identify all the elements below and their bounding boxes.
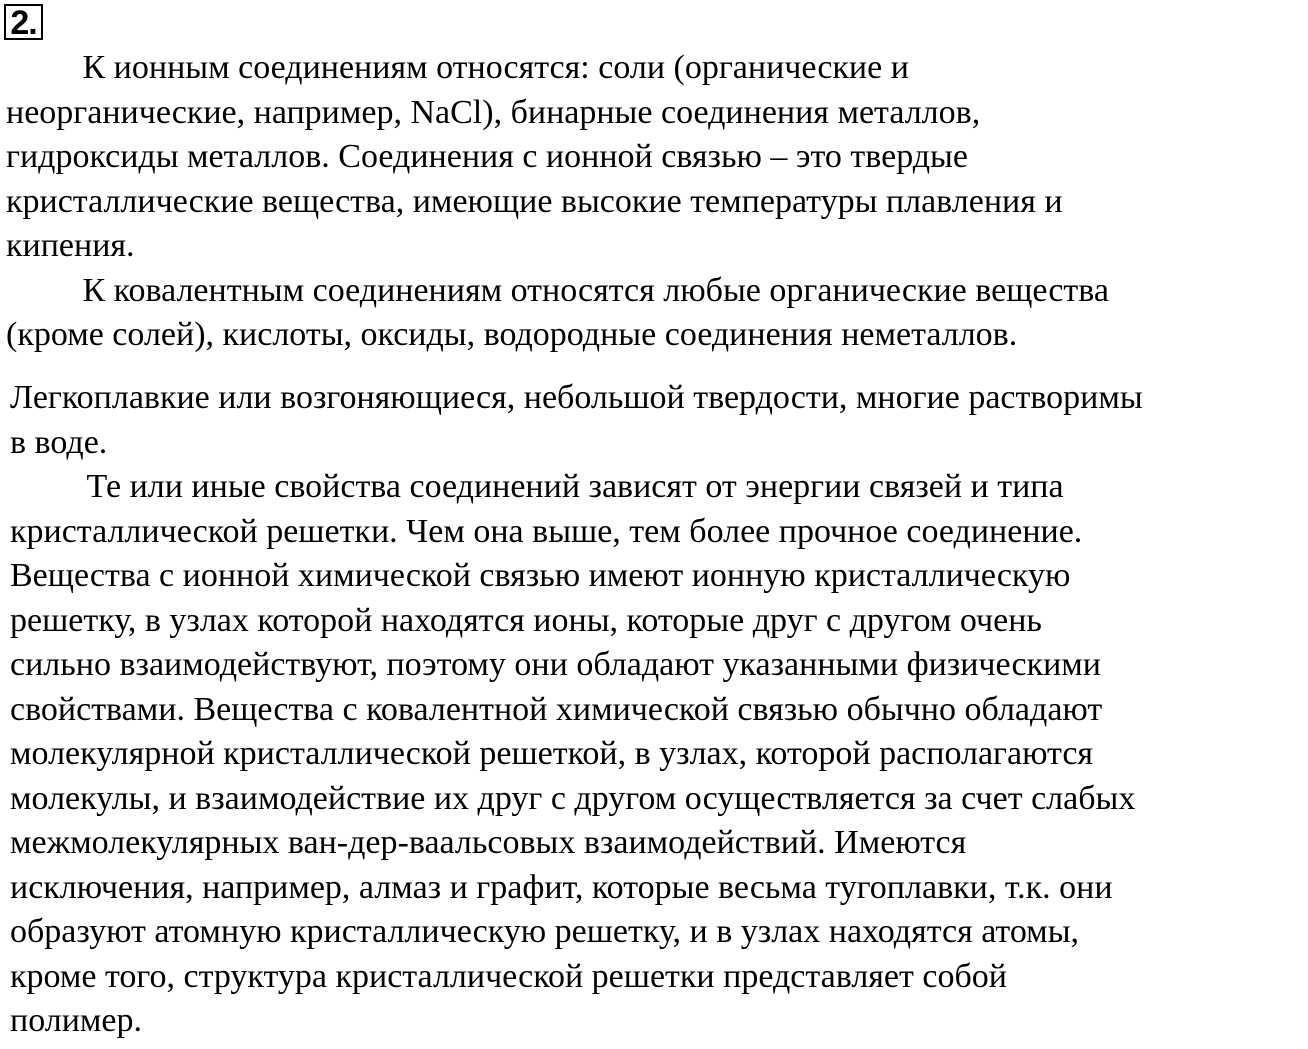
paragraph-block-properties bbox=[10, 376, 1143, 1044]
text-line: свойствами. Вещества с ковалентной химической связью обычно обладают bbox=[10, 690, 1103, 728]
text-line: кристаллические вещества, имеющие высокие температуры плавления и bbox=[6, 182, 1063, 220]
text-line: К ковалентным соединениям относятся любые органические вещества bbox=[6, 271, 1109, 309]
text-line: Вещества с ионной химической связью имеют ионную кристаллическую bbox=[10, 557, 1071, 594]
text-line: в воде. bbox=[10, 423, 108, 461]
text-line: (кроме солей), кислоты, оксиды, водородные соединения неметаллов. bbox=[6, 316, 1018, 353]
text-line: молекулярной кристаллической решеткой, в узлах, которой располагаются bbox=[10, 735, 1094, 772]
text-line: решетку, в узлах которой находятся ионы, которые друг с другом очень bbox=[10, 601, 1042, 639]
text-line: полимер. bbox=[10, 1002, 143, 1039]
text-line: кипения. bbox=[6, 227, 135, 264]
task-number-box: 2. bbox=[4, 4, 43, 40]
text-line: молекулы, и взаимодействие их друг с другом осуществляется за счет слабых bbox=[10, 779, 1136, 817]
text-line: неорганические, например, NaCl), бинарные соединения металлов, bbox=[6, 93, 981, 131]
text-line: Те или иные свойства соединений зависят от энергии связей и типа bbox=[10, 468, 1064, 505]
text-line: гидроксиды металлов. Соединения с ионной связью – это твердые bbox=[6, 138, 968, 175]
text-line: кристаллической решетки. Чем она выше, тем более прочное соединение. bbox=[10, 512, 1083, 550]
text-line: Легкоплавкие или возгоняющиеся, небольшой твердости, многие растворимы bbox=[10, 379, 1143, 416]
text-line: К ионным соединениям относятся: соли (органические и bbox=[6, 49, 909, 86]
text-line: сильно взаимодействуют, поэтому они обладают указанными физическими bbox=[10, 646, 1101, 683]
text-line: образуют атомную кристаллическую решетку, и в узлах находятся атомы, bbox=[10, 913, 1080, 950]
text-line: кроме того, структура кристаллической решетки представляет собой bbox=[10, 957, 1007, 995]
text-line: межмолекулярных ван-дер-ваальсовых взаимодействий. Имеются bbox=[10, 824, 967, 861]
paragraph-block-ionic-covalent bbox=[6, 46, 1109, 358]
text-line: исключения, например, алмаз и графит, которые весьма тугоплавки, т.к. они bbox=[10, 868, 1113, 906]
